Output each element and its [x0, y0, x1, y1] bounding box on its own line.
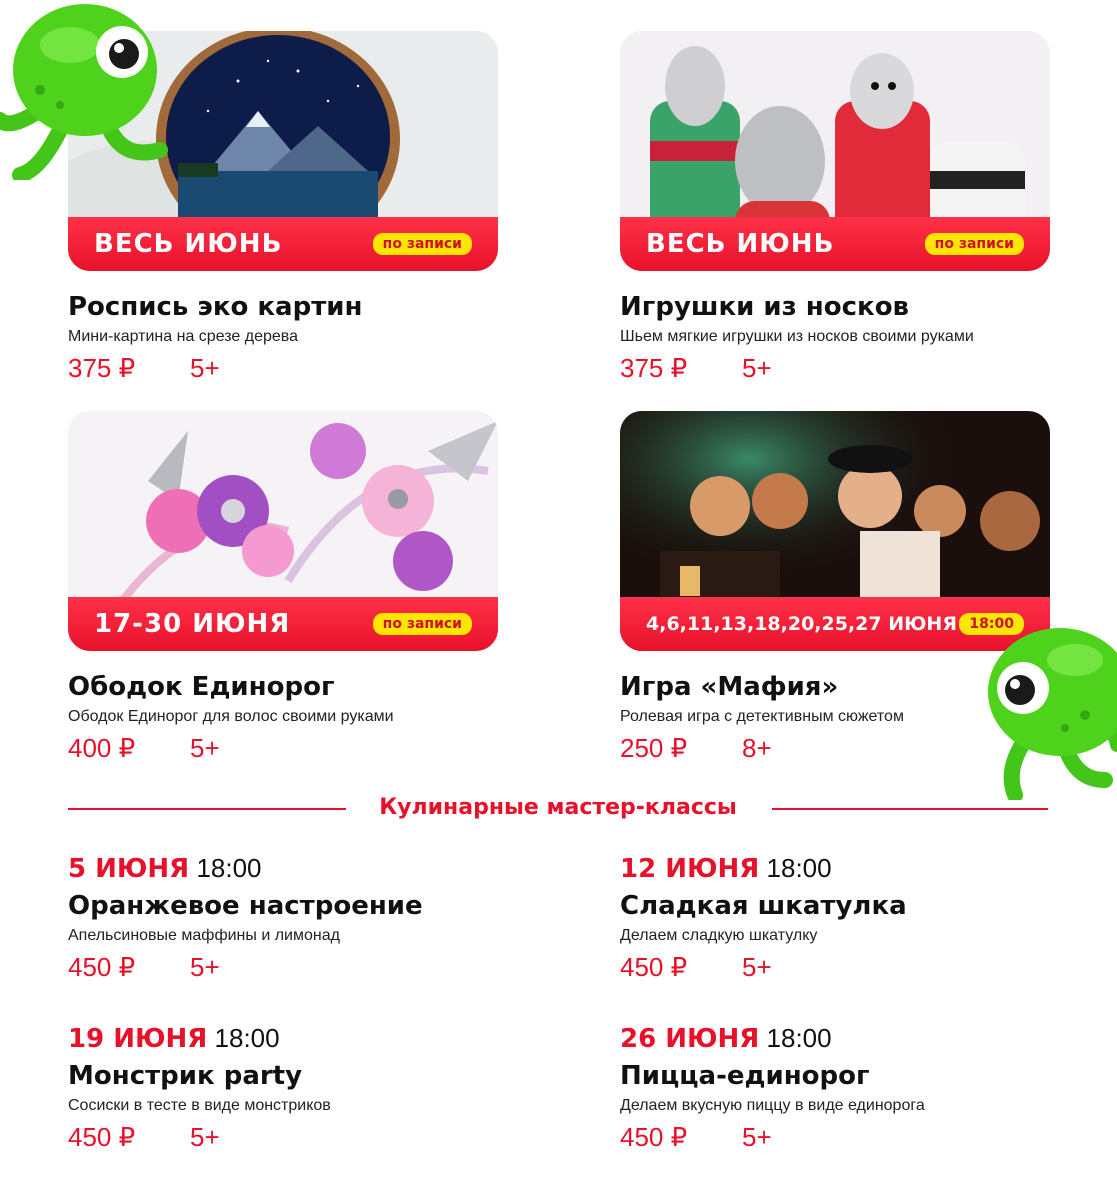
event-price: 250 ₽ — [620, 733, 688, 763]
event-date: 17-30 ИЮНЯ — [94, 609, 291, 639]
booking-badge: по записи — [373, 613, 472, 635]
class-time: 18:00 — [196, 853, 262, 883]
class-title: Монстрик party — [68, 1061, 303, 1091]
event-description: Ободок Единорог для волос своими руками — [68, 708, 394, 725]
event-card-sock-toys[interactable] — [620, 31, 1050, 383]
class-age: 5+ — [190, 952, 220, 982]
class-time: 18:00 — [214, 1023, 280, 1053]
event-age: 5+ — [742, 353, 772, 383]
octopus-mascot-icon — [0, 0, 190, 180]
event-date: 4,6,11,13,18,20,25,27 ИЮНЯ — [646, 613, 957, 635]
class-price: 450 ₽ — [620, 1122, 688, 1152]
class-age: 5+ — [742, 952, 772, 982]
event-price: 400 ₽ — [68, 733, 136, 763]
booking-badge: по записи — [373, 233, 472, 255]
booking-badge: по записи — [925, 233, 1024, 255]
event-title: Игрушки из носков — [620, 292, 910, 322]
class-title: Оранжевое настроение — [68, 891, 423, 921]
class-description: Апельсиновые маффины и лимонад — [68, 927, 340, 944]
class-date: 19 ИЮНЯ — [68, 1024, 208, 1054]
class-price: 450 ₽ — [68, 1122, 136, 1152]
class-date: 26 ИЮНЯ — [620, 1024, 760, 1054]
class-time: 18:00 — [766, 1023, 832, 1053]
divider-line-right — [772, 808, 1048, 810]
class-time: 18:00 — [766, 853, 832, 883]
event-title: Роспись эко картин — [68, 292, 363, 322]
event-card-unicorn-headband[interactable] — [68, 411, 498, 763]
class-date: 5 ИЮНЯ — [68, 854, 190, 884]
class-price: 450 ₽ — [620, 952, 688, 982]
class-price: 450 ₽ — [68, 952, 136, 982]
event-photo — [68, 411, 498, 651]
event-photo — [620, 411, 1050, 651]
class-title: Сладкая шкатулка — [620, 891, 907, 921]
class-date: 12 ИЮНЯ — [620, 854, 760, 884]
event-banner — [620, 217, 1050, 271]
cooking-class-item[interactable] — [68, 853, 528, 982]
event-description: Ролевая игра с детективным сюжетом — [620, 708, 904, 725]
event-price: 375 ₽ — [620, 353, 688, 383]
event-banner — [68, 217, 498, 271]
event-age: 5+ — [190, 353, 220, 383]
event-photo — [620, 31, 1050, 271]
octopus-mascot-icon — [965, 620, 1117, 800]
class-description: Делаем сладкую шкатулку — [620, 927, 818, 944]
event-description: Шьем мягкие игрушки из носков своими руками — [620, 328, 974, 345]
event-banner — [68, 597, 498, 651]
class-description: Сосиски в тесте в виде монстриков — [68, 1097, 331, 1114]
event-age: 8+ — [742, 733, 772, 763]
class-title: Пицца-единорог — [620, 1061, 870, 1091]
cooking-class-item[interactable] — [620, 1023, 1080, 1152]
event-age: 5+ — [190, 733, 220, 763]
class-age: 5+ — [190, 1122, 220, 1152]
cooking-class-item[interactable] — [620, 853, 1080, 982]
time-badge: 18:00 — [959, 613, 1024, 635]
event-date: ВЕСЬ ИЮНЬ — [94, 229, 283, 259]
event-price: 375 ₽ — [68, 353, 136, 383]
class-description: Делаем вкусную пиццу в виде единорога — [620, 1097, 925, 1114]
event-description: Мини-картина на срезе дерева — [68, 328, 298, 345]
section-heading: Кулинарные мастер-классы — [379, 795, 737, 820]
cooking-class-item[interactable] — [68, 1023, 528, 1152]
event-title: Ободок Единорог — [68, 672, 335, 702]
event-title: Игра «Мафия» — [620, 672, 839, 702]
section-divider — [68, 795, 1048, 823]
class-age: 5+ — [742, 1122, 772, 1152]
event-date: ВЕСЬ ИЮНЬ — [646, 229, 835, 259]
